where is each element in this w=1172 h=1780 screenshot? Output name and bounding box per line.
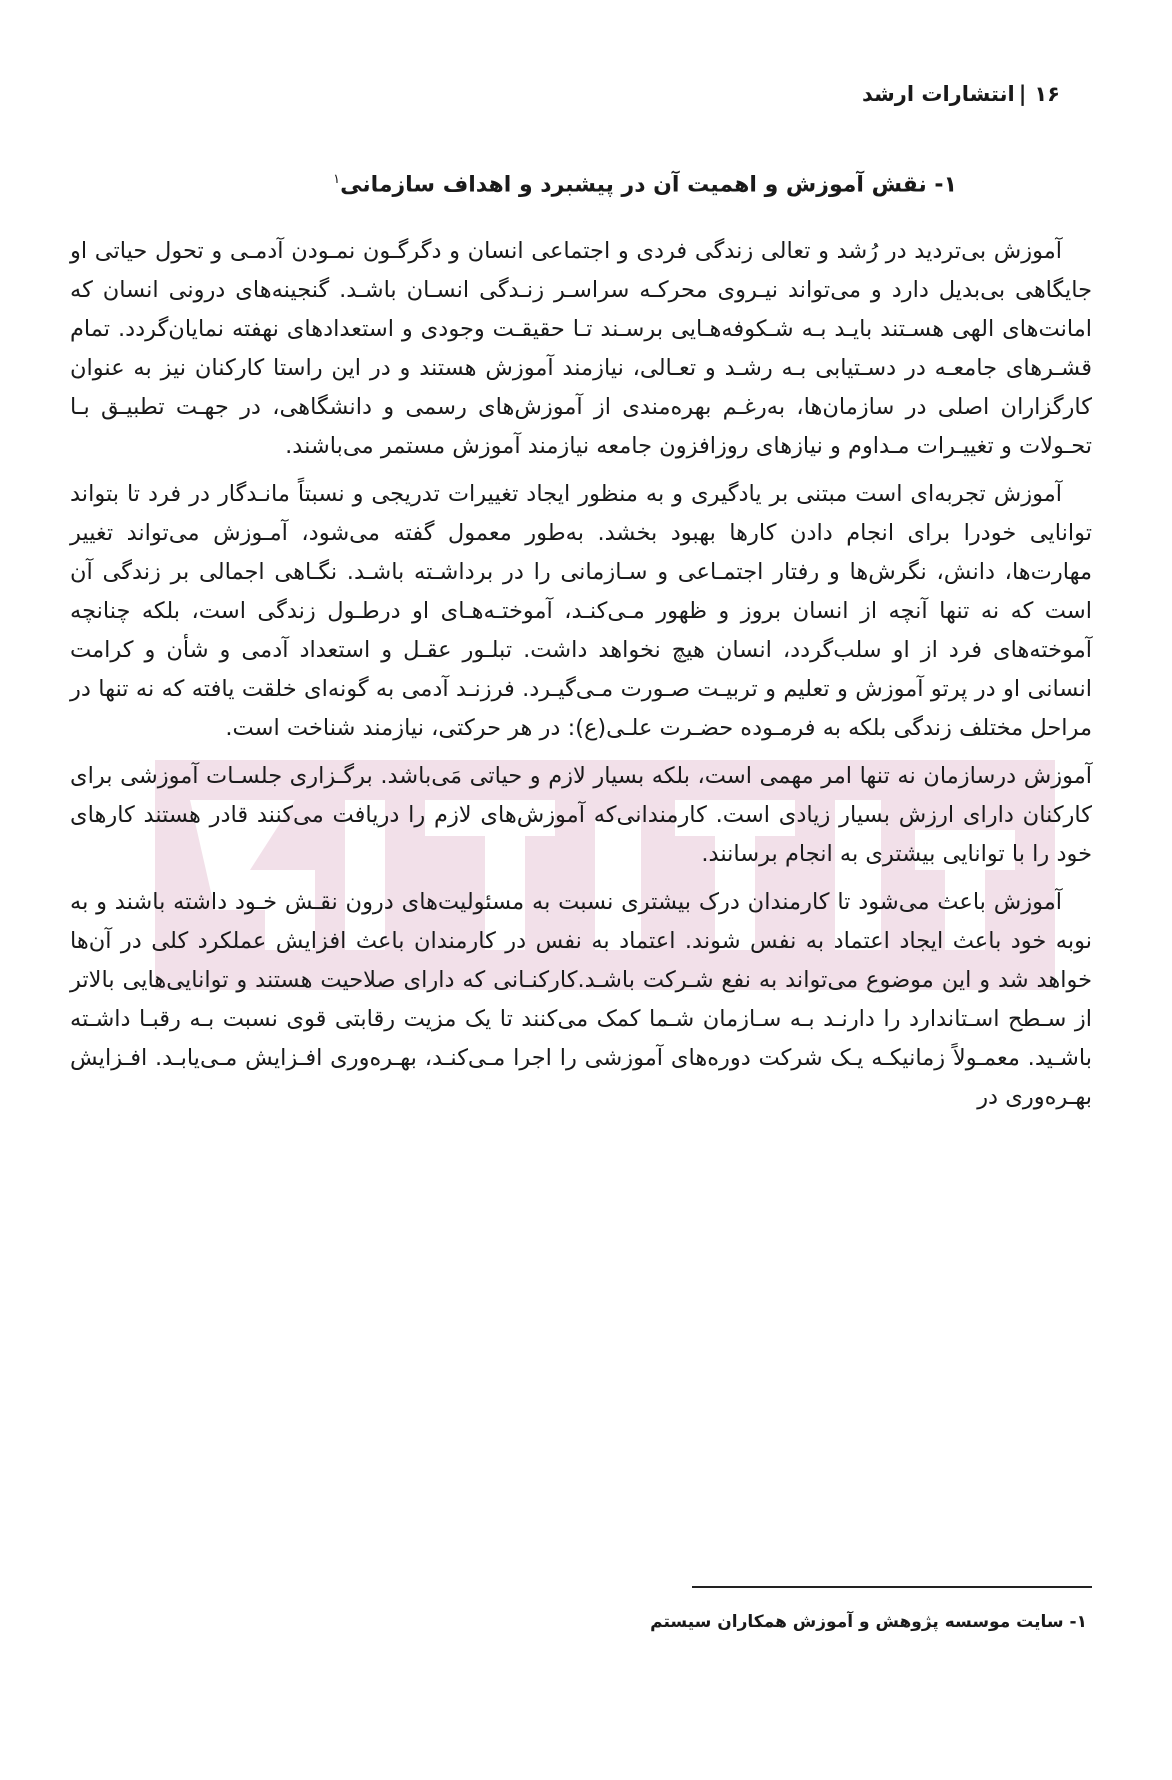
paragraph-3: آموزش درسازمان نه تنها امر مهمی است، بلکه بسیار لازم و حیاتی مَی‌باشد. برگـزاری جلسـات آموزشی برای کارکنان دارای ارزش بسیار زیادی است. کارمندانی‌که آموزش‌های لازم را دریافت می‌کنند قادر هستند کارهای خود را با توانایی بیشتری به انجام برسانند. [70,763,1092,867]
section-title [333,172,957,197]
footnote: ۱- سایت موسسه پژوهش و آموزش همکاران سیستم [650,1612,1087,1632]
publisher-name: انتشارات ارشد [862,82,1015,106]
paragraph-2: آموزش تجربه‌ای است مبتنی بر یادگیری و به منظور ایجاد تغییرات تدریجی و نسبتاً مانـدگار در فرد تا بتواند توانایی خودرا برای انجام دادن کارها بهبود بخشد. به‌طور معمول گفته می‌شود، آمـوزش می‌تواند تغییر مهارت‌ها، دانش، نگرش‌ها و رفتار اجتمـاعی و سـازمانی را در برداشـته باشـد. نگـاهی اجمالی بر زندگی آن است که نه تنها آنچه از انسان بروز و ظهور مـی‌کنـد، آموختـه‌هـای او درطـول زندگی است، بلکه چنانچه آموخته‌های فرد از او سلب‌گردد، انسان هیچ نخواهد داشت. تبلـور عقـل و استعداد آدمی و شأن و کرامت انسانی او در پرتو آموزش و تعلیم و تربیـت صـورت مـی‌گیـرد. فرزنـد آدمی به گونه‌ای خلقت یافته که نه تنها در مراحل مختلف زندگی بلکه به فرمـوده حضـرت علـی(ع): در هر حرکتی، نیازمند شناخت است. [70,481,1092,741]
section-title-text: ۱- نقش آموزش و اهمیت آن در پیشبرد و اهداف سازمانی [340,172,957,198]
paragraph-1: آموزش بی‌تردید در رُشد و تعالی زندگی فردی و اجتماعی انسان و دگرگـون نمـودن آدمـی و تحول حیاتی او جایگاهی بی‌بدیل دارد و می‌تواند نیـروی محرکـه سراسـر زنـدگی انسـان باشـد. گنجینه‌های درونی انسان که امانت‌های الهی هسـتند بایـد بـه شـکوفه‌هـایی برسـند تـا حقیقـت وجودی و استعدادهای نهفته نمایان‌گردد. تمام قشـرهای جامعـه در دسـتیابی بـه رشـد و تعـالی، نیازمند آموزش هستند و در این راستا کارکنان نیز به عنوان کارگزاران اصلی در سازمان‌ها، به‌رغـم بهره‌مندی از آموزش‌های رسمی و دانشگاهی، در جهـت تطبیـق بـا تحـولات و تغییـرات مـداوم و نیازهای روزافزون جامعه نیازمند آموزش مستمر می‌باشند. [70,238,1092,459]
paragraph-4: آموزش باعث می‌شود تا کارمندان درک بیشتری نسبت به مسئولیت‌های درون نقـش خـود داشته باشند و به نوبه خود باعث ایجاد اعتماد به نفس شوند. اعتماد به نفس در کارمندان باعث افزایش عملکرد کلی در آن‌ها خواهد شد و این موضوع می‌تواند به نفع شـرکت باشـد.کارکنـانی که دارای صلاحیت هستند و توانایی‌هایی بالاتر از سـطح اسـتاندارد را دارنـد بـه سـازمان شـما کمک می‌کنند تا یک مزیت رقابتی قوی نسبت بـه رقبـا داشـته باشـید. معمـولاً زمانیکـه یـک شرکت دوره‌های آموزشی را اجرا مـی‌کنـد، بهـره‌وری افـزایش مـی‌یابـد. افـزایش بهـره‌وری در [70,889,1092,1110]
page-number: ۱۶ [1034,82,1060,106]
footnote-marker: ۱ [333,172,341,187]
footnote-divider [692,1586,1092,1588]
header-separator: | [1018,82,1027,106]
running-head [862,82,1060,106]
body-text [70,232,1092,1126]
